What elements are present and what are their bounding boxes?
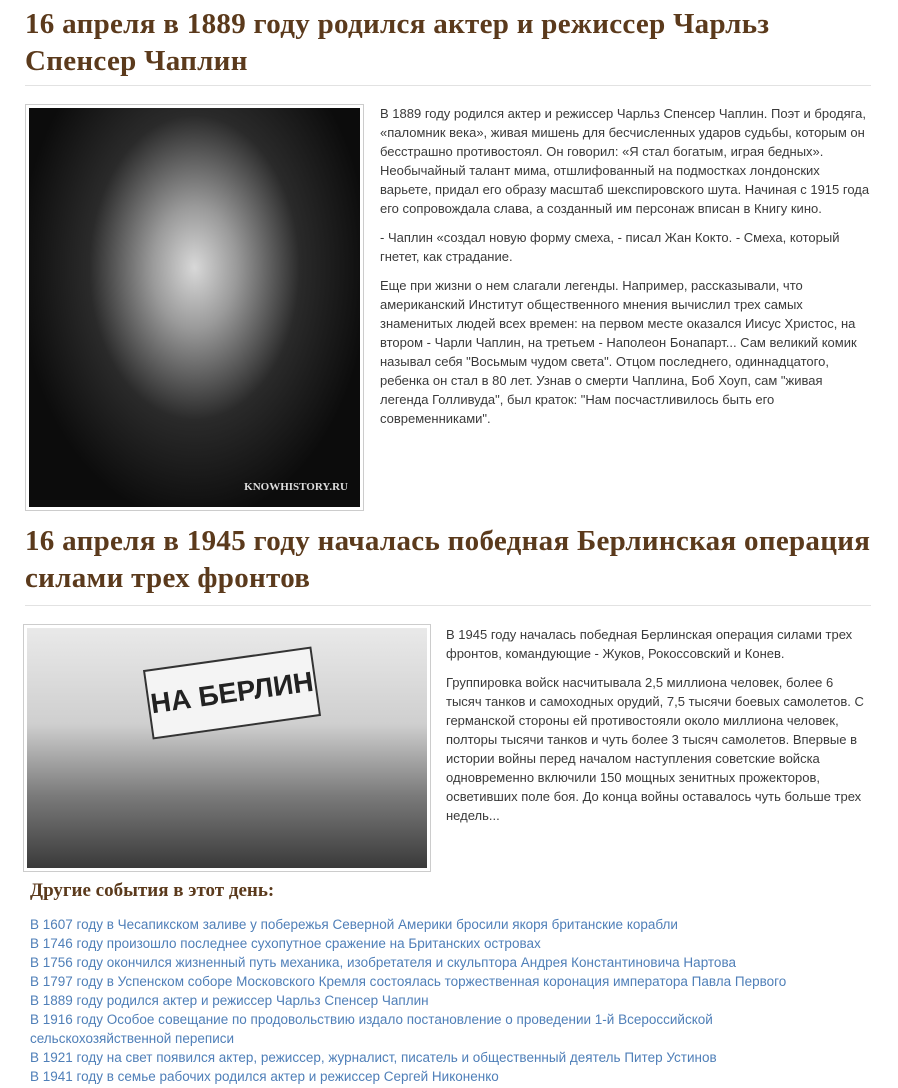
- event-link[interactable]: В 1797 году в Успенском соборе Московского Кремля состоялась торжественная коронация императора Павла Первого: [30, 974, 787, 989]
- article-text: [380, 104, 870, 438]
- event-link[interactable]: В 1746 году произошло последнее сухопутное сражение на Британских островах: [30, 936, 541, 951]
- divider: [25, 85, 871, 86]
- paragraph: - Чаплин «создал новую форму смеха, - писал Жан Кокто. - Смеха, который гнетет, как страдание.: [380, 230, 840, 264]
- other-events-list: [30, 915, 860, 1086]
- event-link[interactable]: В 1916 году Особое совещание по продовольствию издало постановление о проведении 1-й Всероссийской сельскохозяйственной переписи: [30, 1012, 713, 1046]
- berlin-photo: [23, 624, 431, 872]
- event-link[interactable]: В 1889 году родился актер и режиссер Чарльз Спенсер Чаплин: [30, 993, 429, 1008]
- event-link[interactable]: В 1756 году окончился жизненный путь механика, изобретателя и скульптора Андрея Константиновича Нартова: [30, 955, 736, 970]
- chaplin-photo: [25, 104, 364, 511]
- divider: [25, 605, 871, 606]
- paragraph: Еще при жизни о нем слагали легенды. Например, рассказывали, что американский Институт общественного мнения вычислил трех самых знаменитых людей всех времен: на первом месте оказался Иисус Христос, на втором - Чарли Чаплин, на третьем - Наполеон Бонапарт... Сам великий комик называл себя "Восьмым чудом света". Отцом последнего, одиннадцатого, ребенка он стал в 80 лет. Узнав о смерти Чаплина, Боб Хоуп, сам "живая легенда Голливуда", был краток: "Нам посчастливилось быть его современниками".: [380, 278, 857, 426]
- article-text: [446, 625, 871, 835]
- other-events-heading: Другие события в этот день:: [30, 880, 275, 901]
- watermark: KNOWHISTORY.RU: [244, 481, 348, 493]
- article-title: 16 апреля в 1889 году родился актер и режиссер Чарльз Спенсер Чаплин: [25, 8, 770, 77]
- paragraph: В 1945 году началась победная Берлинская операция силами трех фронтов, командующие - Жуков, Рокоссовский и Конев.: [446, 627, 853, 661]
- event-link[interactable]: В 1607 году в Чесапикском заливе у побережья Северной Америки бросили якоря британские корабли: [30, 917, 678, 932]
- article-title: 16 апреля в 1945 году началась победная Берлинская операция силами трех фронтов: [25, 525, 871, 594]
- event-link[interactable]: В 1941 году в семье рабочих родился актер и режиссер Сергей Никоненко: [30, 1069, 499, 1084]
- event-link[interactable]: В 1921 году на свет появился актер, режиссер, журналист, писатель и общественный деятель Питер Устинов: [30, 1050, 717, 1065]
- paragraph: Группировка войск насчитывала 2,5 миллиона человек, более 6 тысяч танков и самоходных орудий, 7,5 тысячи боевых самолетов. С германской стороны ей противостояли около миллиона человек, полторы тысячи танков и чуть более 3 тысяч самолетов. Впервые в истории войны перед началом наступления советские войска одновременно включили 150 мощных зенитных прожекторов, осветивших поле боя. До конца войны оставалось чуть больше трех недель...: [446, 675, 864, 823]
- sign: НА БЕРЛИН: [143, 647, 321, 740]
- paragraph: В 1889 году родился актер и режиссер Чарльз Спенсер Чаплин. Поэт и бродяга, «паломник века», живая мишень для бесчисленных ударов судьбы, которым он бесстрашно противостоял. Он говорил: «Я стал богатым, играя бедных». Необычайный талант мима, отшлифованный на подмостках лондонских варьете, придал его образу масштаб шекспировского шута. Начиная с 1915 года его сопровождала слава, а созданный им персонаж вписан в Книгу кино.: [380, 106, 870, 216]
